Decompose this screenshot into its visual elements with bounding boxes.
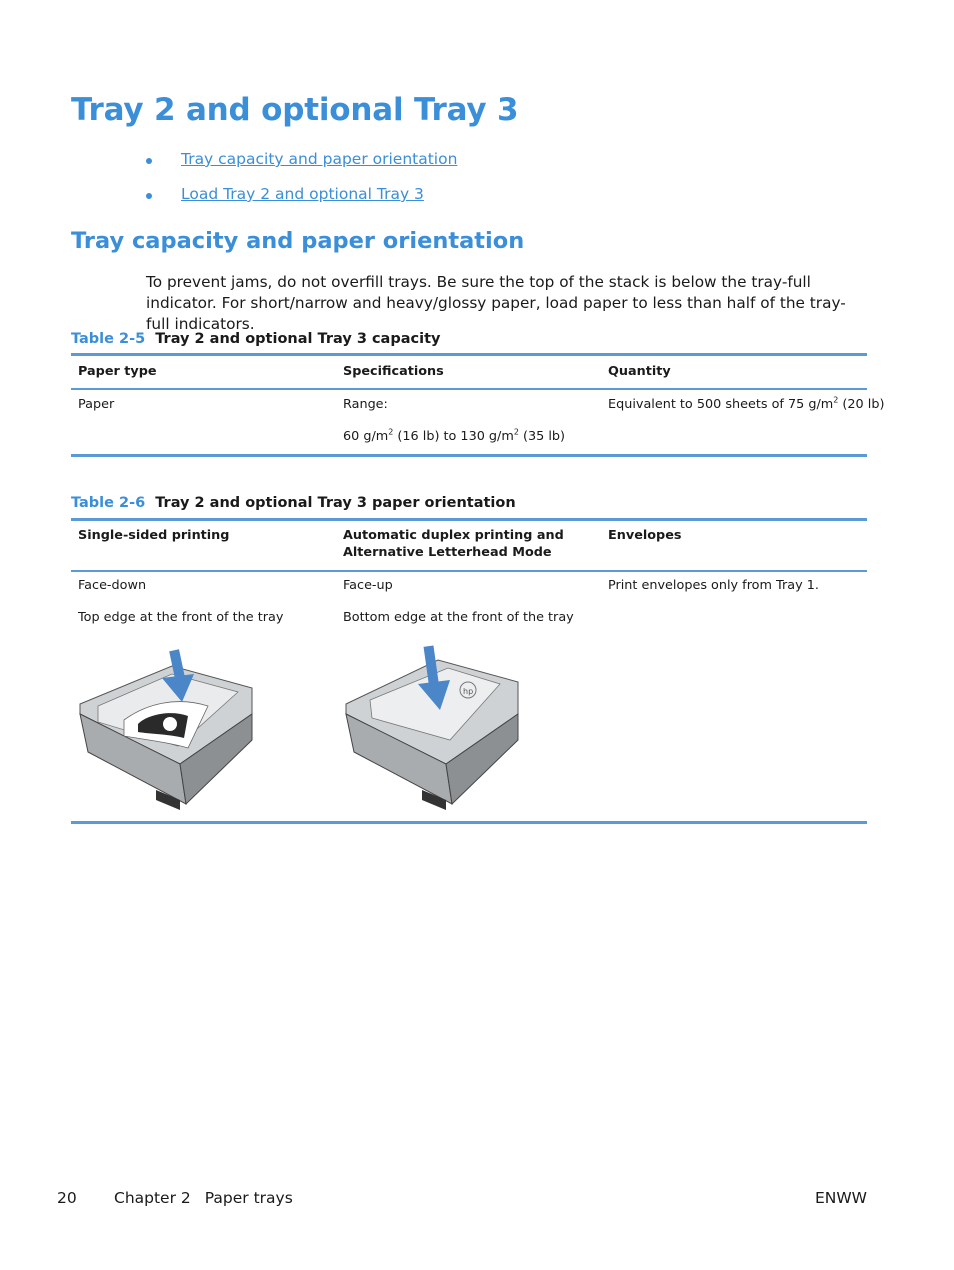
table-cell: Bottom edge at the front of the tray (343, 610, 574, 625)
table-cell: Top edge at the front of the tray (78, 610, 284, 625)
table-cell: Print envelopes only from Tray 1. (608, 578, 819, 593)
table-top-rule (71, 353, 867, 356)
table-top-rule (71, 518, 867, 521)
table-cell: Face-down (78, 578, 147, 593)
section-title: Tray capacity and paper orientation (71, 228, 525, 254)
chapter-label: Chapter 2 Paper trays (114, 1189, 293, 1207)
tray-face-down-illustration (76, 644, 258, 814)
table-caption (71, 331, 440, 347)
table-bottom-rule (71, 821, 867, 824)
table-number: Table 2-6 (71, 495, 146, 511)
table-cell: Face-up (343, 578, 393, 593)
table-header-cell: Paper type (78, 364, 157, 379)
table-header-cell: Quantity (608, 364, 671, 379)
page-title: Tray 2 and optional Tray 3 (71, 92, 519, 128)
table-cell: Equivalent to 500 sheets of 75 $g/m^2$ (20 lb) (608, 395, 885, 412)
table-header-rule (71, 570, 867, 572)
body-paragraph: To prevent jams, do not overfill trays. Be sure the top of the stack is below the tray-full indicator. For short/narrow and heavy/glossy paper, load paper to less than half of the tray-full indicators. (146, 273, 846, 333)
bullet-icon (146, 193, 152, 199)
table-header-rule (71, 388, 867, 390)
tray-face-up-illustration (342, 644, 524, 814)
svg-text:hp: hp (463, 687, 474, 696)
link-load-tray[interactable]: Load Tray 2 and optional Tray 3 (181, 185, 424, 203)
table-cell: 60 $g/m^2$ (16 lb) to 130 $g/m^2$ (35 lb) (343, 427, 566, 444)
doc-code: ENWW (814, 1189, 867, 1207)
table-cell: Paper (78, 397, 115, 412)
table-cell: Range: (343, 397, 388, 412)
table-bottom-rule (71, 454, 867, 457)
table-header-cell: Single-sided printing (78, 528, 230, 543)
link-tray-capacity[interactable]: Tray capacity and paper orientation (181, 150, 458, 168)
table-number: Table 2-5 (71, 331, 146, 347)
table-caption (71, 495, 516, 511)
table-header-cell: Specifications (343, 364, 444, 379)
table-title: Tray 2 and optional Tray 3 capacity (155, 331, 441, 347)
table-header-cell: Automatic duplex printing and Alternative Letterhead Mode (343, 528, 564, 560)
bullet-icon (146, 158, 152, 164)
table-header-cell: Envelopes (608, 528, 682, 543)
page-number: 20 (57, 1189, 77, 1207)
table-title: Tray 2 and optional Tray 3 paper orientation (155, 495, 516, 511)
